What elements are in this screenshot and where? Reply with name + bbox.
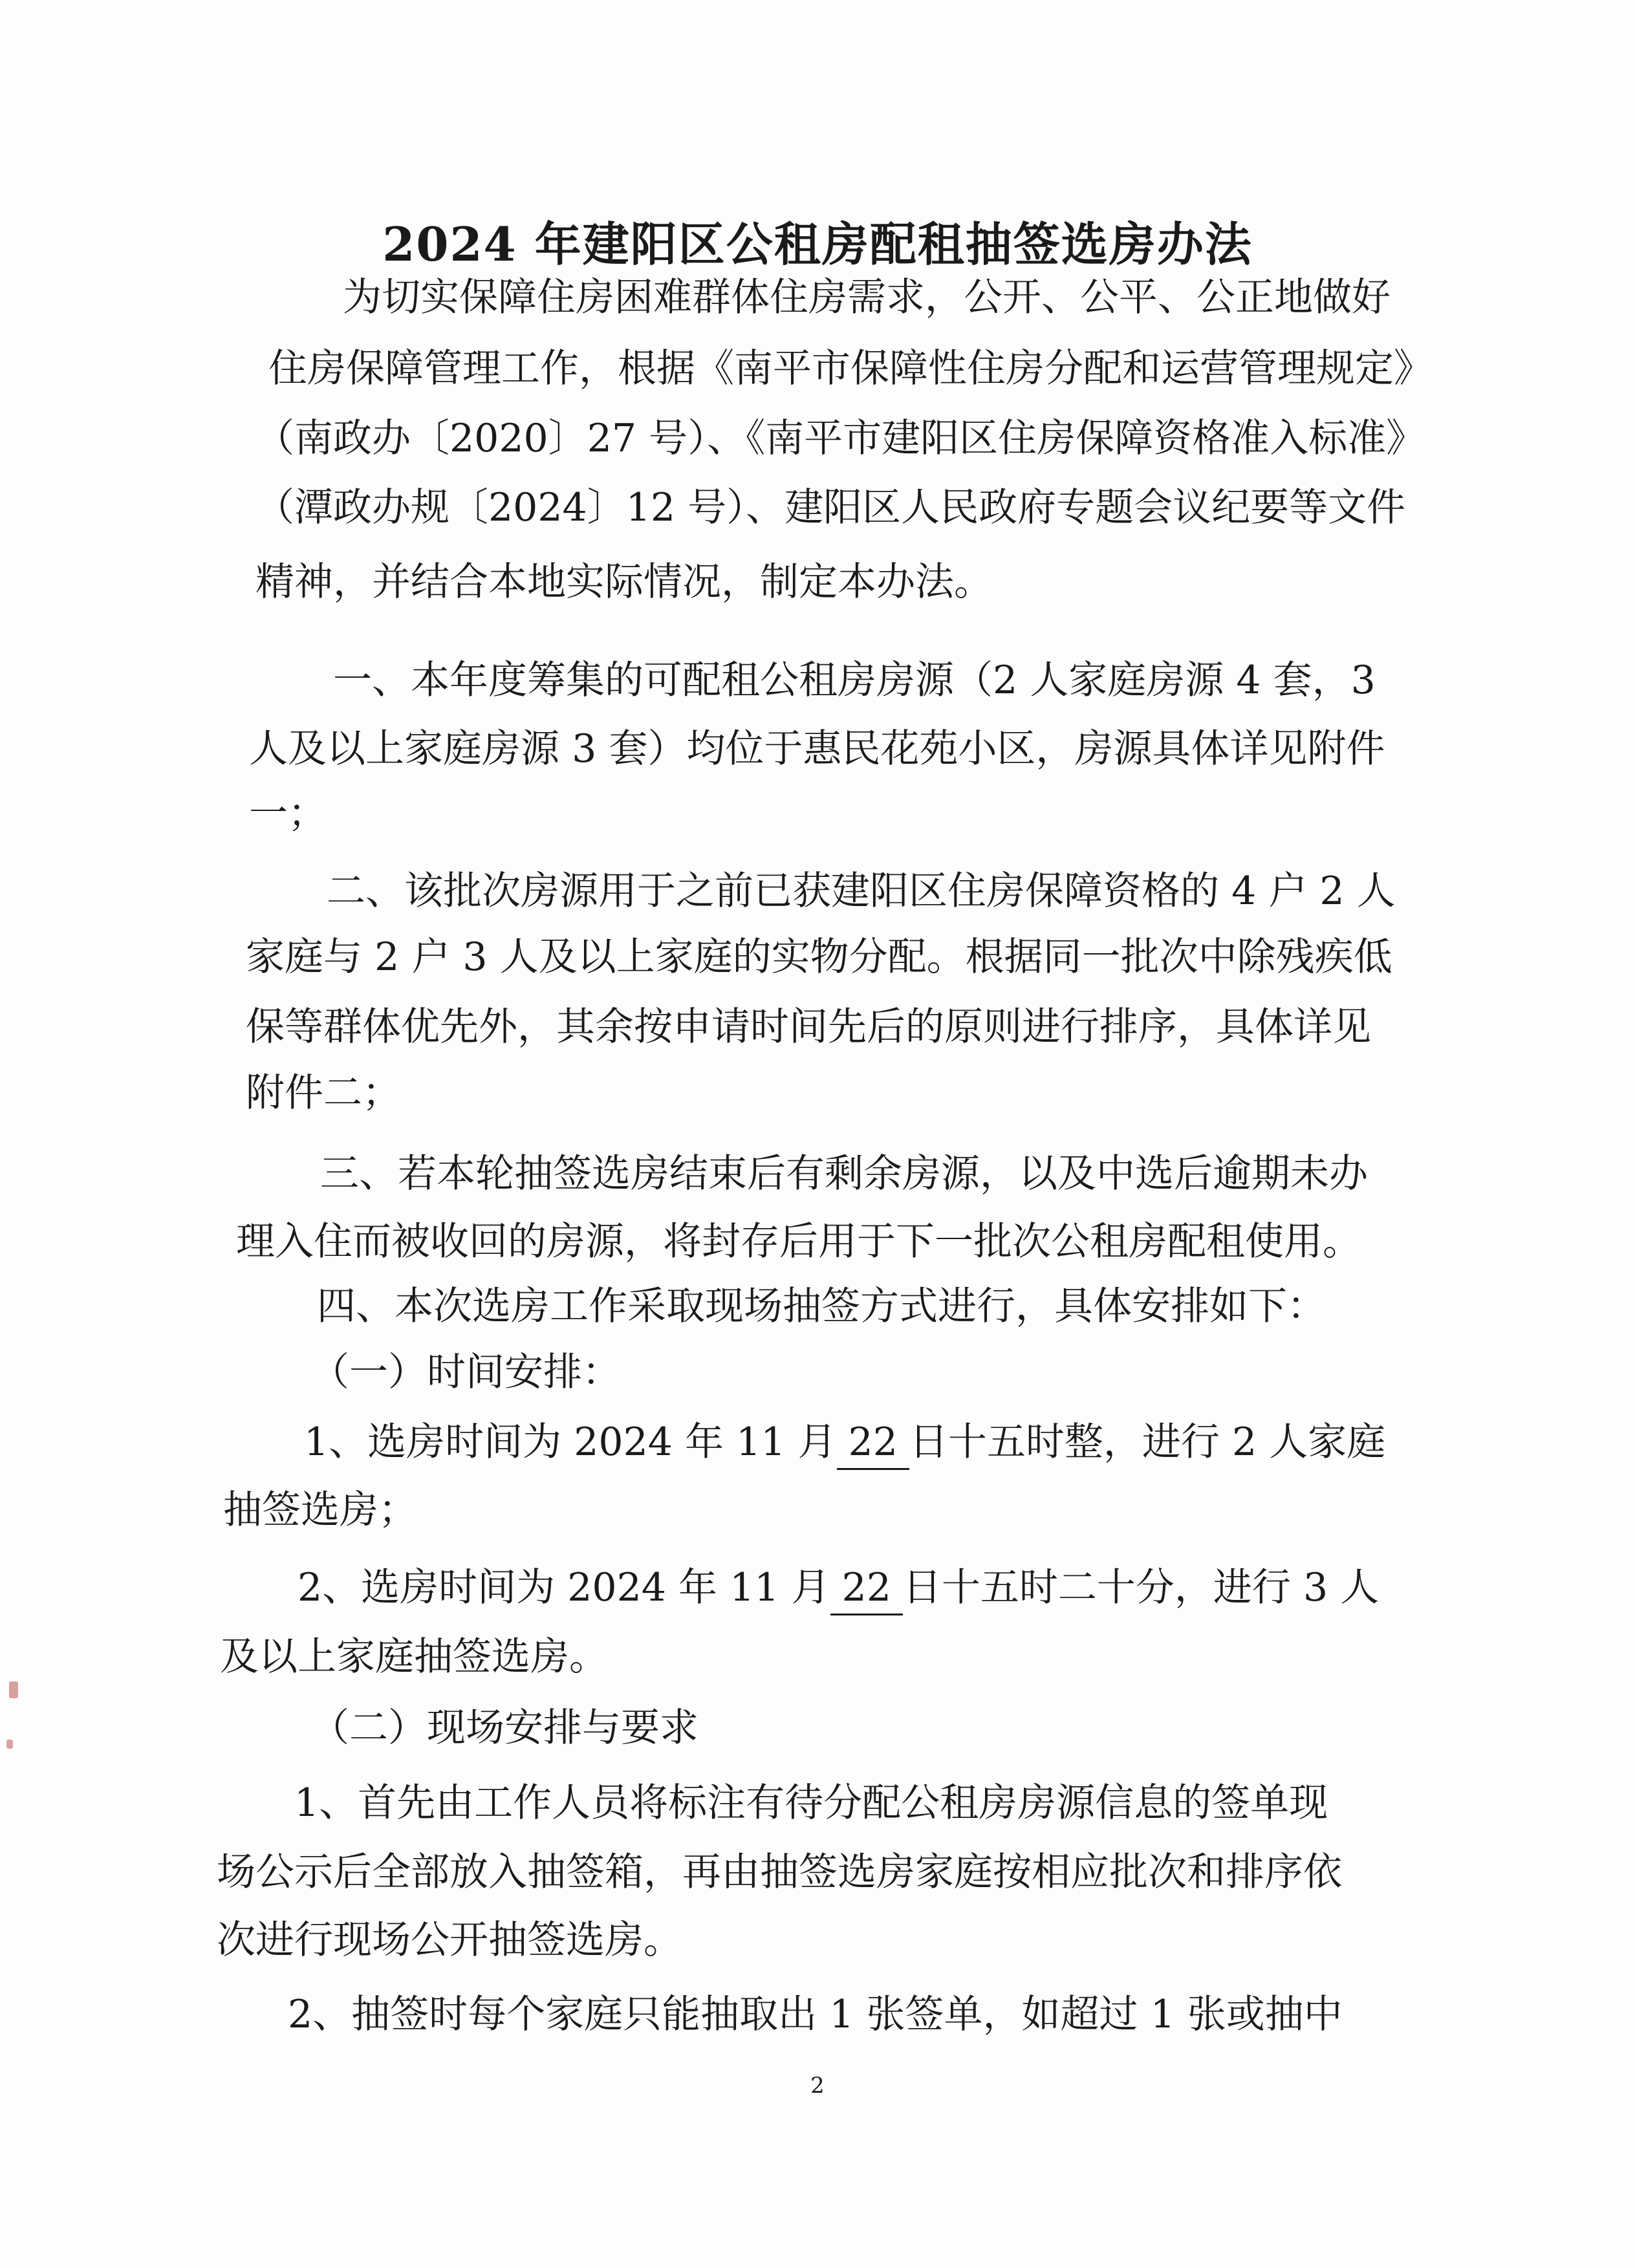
schedule-suffix: 日十五时二十分，进行 3 人 <box>902 1565 1380 1610</box>
schedule-line-1 <box>304 1416 1385 1470</box>
body-line: （潭政办规〔2024〕12 号）、建阳区人民政府专题会议纪要等文件 <box>255 485 1406 530</box>
body-line: 为切实保障住房困难群体住房需求，公开、公平、公正地做好 <box>343 275 1391 320</box>
body-line: 一； <box>249 791 327 836</box>
body-line: 1、首先由工作人员将标注有待分配公租房房源信息的签单现 <box>294 1780 1328 1826</box>
page-number: 2 <box>810 2073 825 2099</box>
body-line: 住房保障管理工作，根据《南平市保障性住房分配和运营管理规定》 <box>268 346 1433 391</box>
body-line: 抽签选房； <box>223 1487 417 1533</box>
body-line: 三、若本轮抽签选房结束后有剩余房源，以及中选后逾期未办 <box>320 1151 1368 1196</box>
body-line: 精神，并结合本地实际情况，制定本办法。 <box>255 559 993 605</box>
scan-mark <box>9 1681 18 1698</box>
schedule-prefix: 1、选房时间为 2024 年 11 月 <box>304 1420 837 1465</box>
body-line: 及以上家庭抽签选房。 <box>220 1634 608 1679</box>
scan-mark <box>6 1740 13 1749</box>
body-line: 次进行现场公开抽签选房。 <box>217 1917 682 1963</box>
body-line: 二、该批次房源用于之前已获建阳区住房保障资格的 4 户 2 人 <box>327 869 1396 914</box>
body-line: 场公示后全部放入抽签箱，再由抽签选房家庭按相应批次和排序依 <box>217 1850 1342 1895</box>
body-line: 四、本次选房工作采取现场抽签方式进行，具体安排如下： <box>317 1284 1326 1329</box>
document-title: 2024 年建阳区公租房配租抽签选房办法 <box>382 217 1253 272</box>
schedule-prefix: 2、选房时间为 2024 年 11 月 <box>298 1565 830 1610</box>
schedule-day: 22 <box>837 1416 909 1470</box>
body-line: 2、抽签时每个家庭只能抽取出 1 张签单，如超过 1 张或抽中 <box>288 1992 1343 2037</box>
body-line: （二）现场安排与要求 <box>310 1705 698 1751</box>
schedule-day: 22 <box>830 1562 903 1615</box>
body-line: 附件二； <box>246 1070 401 1116</box>
body-line: 理入住而被收回的房源，将封存后用于下一批次公租房配租使用。 <box>236 1219 1361 1264</box>
body-line: 保等群体优先外，其余按申请时间先后的原则进行排序，具体详见 <box>246 1004 1371 1050</box>
body-line: （南政办〔2020〕27 号）、《南平市建阳区住房保障资格准入标准》 <box>255 416 1425 461</box>
body-line: 一、本年度筹集的可配租公租房房源（2 人家庭房源 4 套，3 <box>333 658 1376 703</box>
body-line: 家庭与 2 户 3 人及以上家庭的实物分配。根据同一批次中除残疾低 <box>246 934 1392 980</box>
schedule-line-2 <box>298 1562 1379 1615</box>
body-line: 人及以上家庭房源 3 套）均位于惠民花苑小区，房源具体详见附件 <box>249 726 1385 772</box>
schedule-suffix: 日十五时整，进行 2 人家庭 <box>909 1420 1386 1465</box>
body-line: （一）时间安排： <box>310 1350 621 1395</box>
